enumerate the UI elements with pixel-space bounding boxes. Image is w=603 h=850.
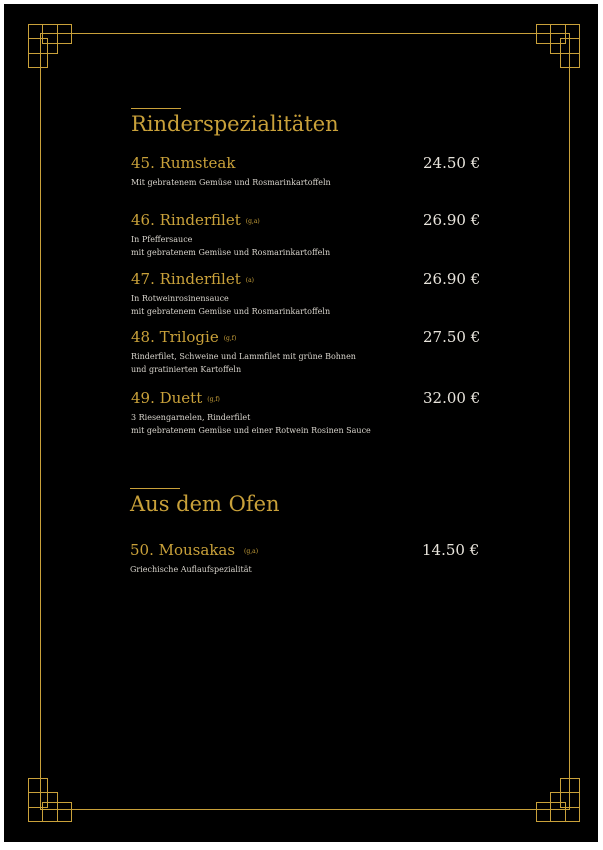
menu-item-price: 26.90 €: [423, 270, 481, 288]
menu-item-desc: [131, 176, 331, 189]
menu-item-name: [131, 211, 260, 229]
allergen-note: (g,f): [207, 395, 220, 403]
menu-item-name: [131, 270, 254, 288]
desc-line: 3 Riesengarnelen, Rinderfilet: [131, 413, 251, 422]
menu-item-name: [130, 541, 258, 559]
allergen-note: (g,f): [223, 334, 237, 342]
menu-item-desc: [131, 233, 330, 259]
menu-item-desc: [131, 411, 371, 437]
menu-item-price: 27.50 €: [423, 328, 481, 346]
section-title-rinderspezialitaeten: Rinderspezialitäten: [131, 112, 339, 136]
desc-line: Mit gebratenem Gemüse und Rosmarinkartoffeln: [131, 178, 331, 187]
item-name-text: 47. Rinderfilet: [131, 270, 241, 288]
item-name-text: 50. Mousakas: [130, 541, 236, 559]
section-rule: [130, 488, 180, 489]
menu-item-name: [131, 154, 235, 172]
corner-ornament-bottom-left: [28, 778, 72, 822]
menu-item-price: 24.50 €: [423, 154, 481, 172]
desc-line: mit gebratenem Gemüse und Rosmarinkartoffeln: [131, 307, 331, 316]
item-name-text: 49. Duett: [131, 389, 203, 407]
desc-line: mit gebratenem Gemüse und einer Rotwein Rosinen Sauce: [131, 426, 371, 435]
menu-item-desc: [131, 292, 330, 318]
corner-ornament-top-left: [28, 24, 72, 68]
menu-page: [4, 4, 598, 842]
menu-item-desc: [130, 563, 252, 576]
item-name-text: 46. Rinderfilet: [131, 211, 241, 229]
desc-line: mit gebratenem Gemüse und Rosmarinkartoffeln: [131, 248, 331, 257]
desc-line: Griechische Auflaufspezialität: [130, 565, 252, 574]
desc-line: Rinderfilet, Schweine und Lammfilet mit grüne Bohnen: [131, 352, 356, 361]
section-title-aus-dem-ofen: Aus dem Ofen: [130, 492, 280, 516]
menu-item-price: 32.00 €: [423, 389, 481, 407]
corner-ornament-bottom-right: [536, 778, 580, 822]
item-name-text: 48. Trilogie: [131, 328, 219, 346]
section-rule: [131, 108, 181, 109]
item-name-text: 45. Rumsteak: [131, 154, 236, 172]
allergen-note: (a): [245, 276, 254, 284]
desc-line: In Rotweinrosinensauce: [131, 294, 229, 303]
menu-item-name: [131, 389, 220, 407]
menu-item-price: 26.90 €: [423, 211, 481, 229]
menu-item-desc: [131, 350, 356, 376]
desc-line: In Pfeffersauce: [131, 235, 193, 244]
menu-item-price: 14.50 €: [422, 541, 480, 559]
corner-ornament-top-right: [536, 24, 580, 68]
allergen-note: (g,a): [245, 217, 260, 225]
menu-item-name: [131, 328, 236, 346]
desc-line: und gratinierten Kartoffeln: [131, 365, 242, 374]
allergen-note: (g,a): [244, 547, 259, 555]
